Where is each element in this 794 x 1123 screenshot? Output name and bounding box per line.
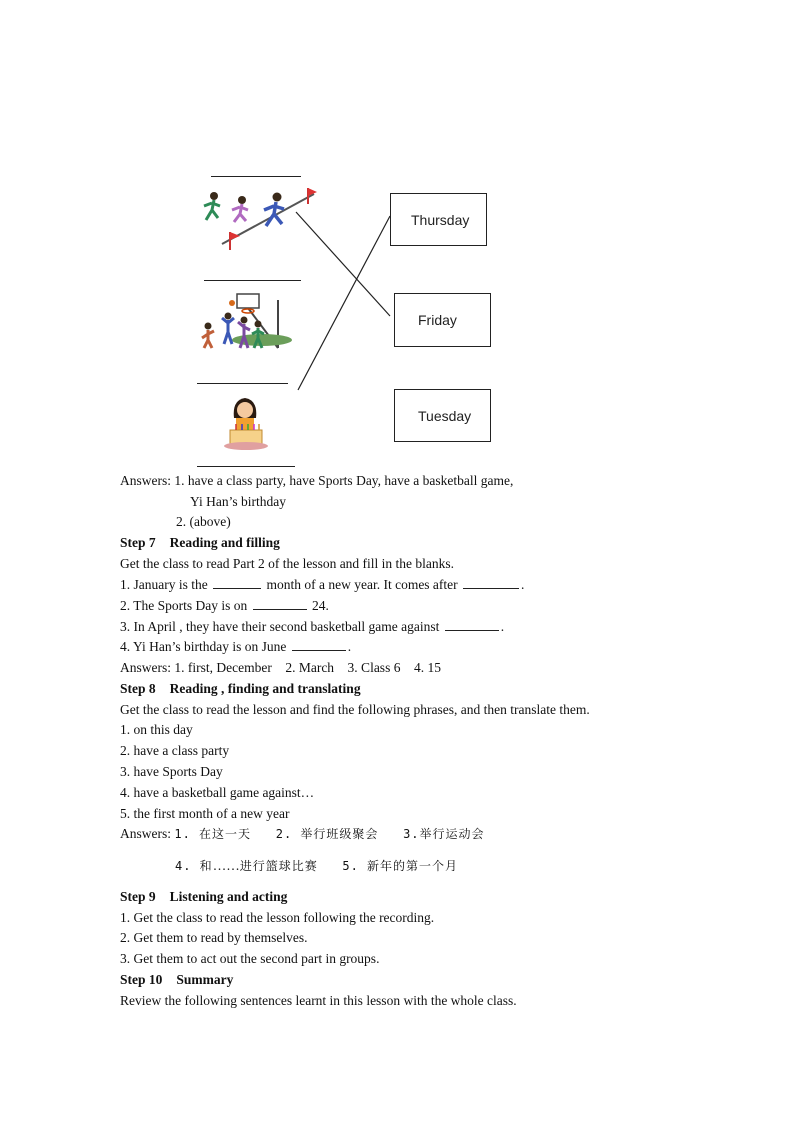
step7-q1-text-a: 1. January is the [120, 577, 208, 592]
step7-intro: Get the class to read Part 2 of the lesson and fill in the blanks. [120, 556, 455, 571]
step8-answers-text-2a: 4. 和 [175, 859, 213, 873]
step7-q3-text-b: . [500, 619, 505, 634]
step9-item-1: 1. Get the class to read the lesson following the recording. [120, 910, 435, 925]
step10-text: Review the following sentences learnt in this lesson with the whole class. [120, 993, 517, 1008]
step7-q2-text-a: 2. The Sports Day is on [120, 598, 248, 613]
step7-q3-blank[interactable] [445, 617, 499, 631]
step8-item-3: 3. have Sports Day [120, 764, 223, 779]
step9-item-3: 3. Get them to act out the second part in groups. [120, 951, 380, 966]
answers-1-line-1: Answers: 1. have a class party, have Sports Day, have a basketball game, [120, 473, 514, 488]
step7-q4-blank[interactable] [292, 637, 346, 651]
connector-birthday-to-thursday [298, 216, 390, 390]
step7-q2-text-b: 24. [312, 598, 329, 613]
step7-q1-blank-2[interactable] [463, 575, 519, 589]
connector-sports-to-friday [296, 212, 390, 316]
step8-item-5: 5. the first month of a new year [120, 806, 290, 821]
step10-label: Step 10 [120, 972, 163, 987]
step8-answers-text-2b: …… [212, 858, 240, 873]
step7-title: Reading and filling [169, 535, 280, 550]
step8-label: Step 8 [120, 681, 156, 696]
step8-title: Reading , finding and translating [169, 681, 361, 696]
step7-answers: Answers: 1. first, December 2. March 3. Class 6 4. 15 [120, 660, 441, 675]
day-box-friday: Friday [394, 293, 491, 347]
birthday-cake-girl-image [224, 398, 268, 450]
step7-question-1 [120, 575, 524, 595]
step8-item-4: 4. have a basketball game against… [120, 785, 315, 800]
step10-heading [120, 970, 233, 990]
step9-label: Step 9 [120, 889, 156, 904]
step7-q1-blank-1[interactable] [213, 575, 261, 589]
step7-label: Step 7 [120, 535, 156, 550]
step8-answers-text-2c: 进行篮球比赛 5. 新年的第一个月 [239, 859, 459, 873]
step7-q3-text-a: 3. In April , they have their second basketball game against [120, 619, 440, 634]
answers-1-line-3: 2. (above) [176, 514, 231, 529]
sports-day-race-image [204, 188, 317, 250]
step7-q4-text-b: . [347, 639, 352, 654]
day-box-tuesday: Tuesday [394, 389, 491, 442]
step7-question-3 [120, 617, 504, 637]
step9-heading [120, 887, 287, 907]
step8-answers-text-1: 1. 在这一天 2. 举行班级聚会 3.举行运动会 [174, 827, 485, 841]
answers-1-line-2: Yi Han’s birthday [190, 494, 286, 509]
step8-answers-line-2 [175, 856, 458, 876]
step8-item-1: 1. on this day [120, 722, 193, 737]
step7-q1-text-b: month of a new year. It comes after [266, 577, 458, 592]
step7-q4-text-a: 4. Yi Han’s birthday is on June [120, 639, 287, 654]
step8-answers-line-1 [120, 824, 485, 844]
step7-q2-blank[interactable] [253, 596, 307, 610]
step8-heading [120, 679, 361, 699]
step7-q1-text-c: . [521, 577, 525, 592]
step9-item-2: 2. Get them to read by themselves. [120, 930, 308, 945]
basketball-game-image [202, 294, 292, 348]
step8-answers-label: Answers: [120, 826, 171, 841]
step7-heading [120, 533, 280, 553]
step9-title: Listening and acting [169, 889, 288, 904]
step8-intro: Get the class to read the lesson and find the following phrases, and then translate them. [120, 702, 590, 717]
step7-question-2 [120, 596, 329, 616]
step7-question-4 [120, 637, 351, 657]
step8-item-2: 2. have a class party [120, 743, 230, 758]
day-box-thursday: Thursday [390, 193, 487, 246]
step10-title: Summary [176, 972, 234, 987]
